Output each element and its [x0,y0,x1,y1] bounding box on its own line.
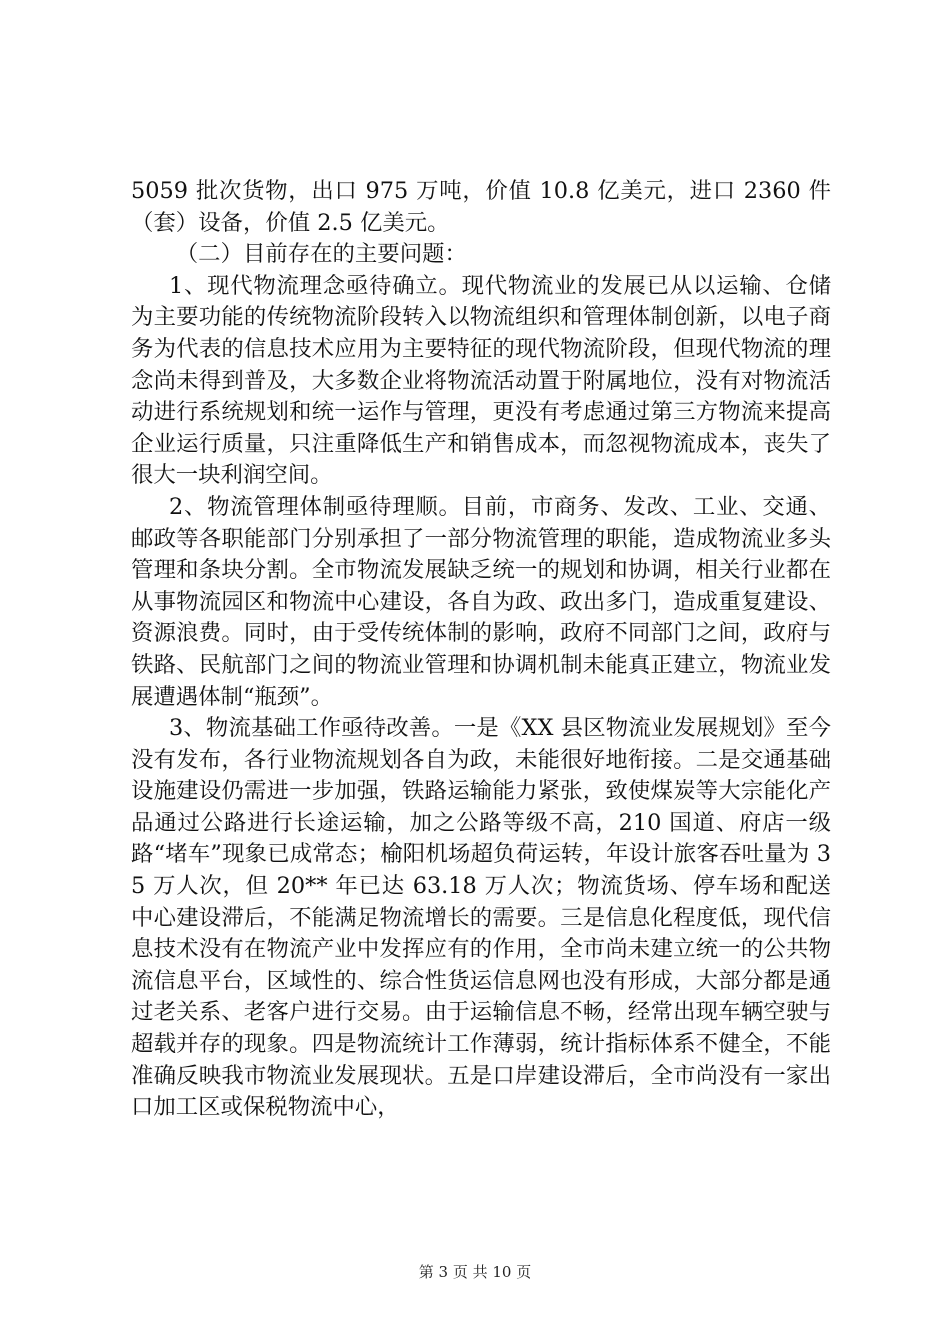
paragraph-issue-2: 2、物流管理体制亟待理顺。目前，市商务、发改、工业、交通、邮政等各职能部门分别承担了一部分物流管理的职能，造成物流业多头管理和条块分割。全市物流发展缺乏统一的规划和协调，相关行业都在从事物流园区和物流中心建设，各自为政、政出多门，造成重复建设、资源浪费。同时，由于受传统体制的影响，政府不同部门之间，政府与铁路、民航部门之间的物流业管理和协调机制未能真正建立，物流业发展遭遇体制“瓶颈”。 [131,493,831,710]
paragraph-continuation: 5059 批次货物，出口 975 万吨，价值 10.8 亿美元，进口 2360 件（套）设备，价值 2.5 亿美元。 [131,178,831,236]
page-footer: 第 3 页 共 10 页 [418,1263,532,1281]
paragraph-issue-3: 3、物流基础工作亟待改善。一是《XX 县区物流业发展规划》至今没有发布，各行业物流规划各自为政，未能很好地衔接。二是交通基础设施建设仍需进一步加强，铁路运输能力紧张，致使煤炭等大宗能化产品通过公路进行长途运输，加之公路等级不高，210 国道、府店一级路“堵车”现象已成常态；榆阳机场超负荷运转，年设计旅客吞吐量为 35 万人次，但 20** 年已达 63.18 万人次；物流货场、停车场和配送中心建设滞后，不能满足物流增长的需要。三是信息化程度低，现代信息技术没有在物流产业中发挥应有的作用，全市尚未建立统一的公共物流信息平台，区域性的、综合性货运信息网也没有形成，大部分都是通过老关系、老客户进行交易。由于运输信息不畅，经常出现车辆空驶与超载并存的现象。四是物流统计工作薄弱，统计指标体系不健全，不能准确反映我市物流业发展现状。五是口岸建设滞后，全市尚没有一家出口加工区或保税物流中心， [131,715,831,1121]
document-body [131,176,831,1124]
paragraph-issue-1: 1、现代物流理念亟待确立。现代物流业的发展已从以运输、仓储为主要功能的传统物流阶段转入以物流组织和管理体制创新，以电子商务为代表的信息技术应用为主要特征的现代物流阶段，但现代物流的理念尚未得到普及，大多数企业将物流活动置于附属地位，没有对物流活动进行系统规划和统一运作与管理，更没有考虑通过第三方物流来提高企业运行质量，只注重降低生产和销售成本，而忽视物流成本，丧失了很大一块利润空间。 [131,272,831,489]
section-heading: （二）目前存在的主要问题： [175,241,467,268]
